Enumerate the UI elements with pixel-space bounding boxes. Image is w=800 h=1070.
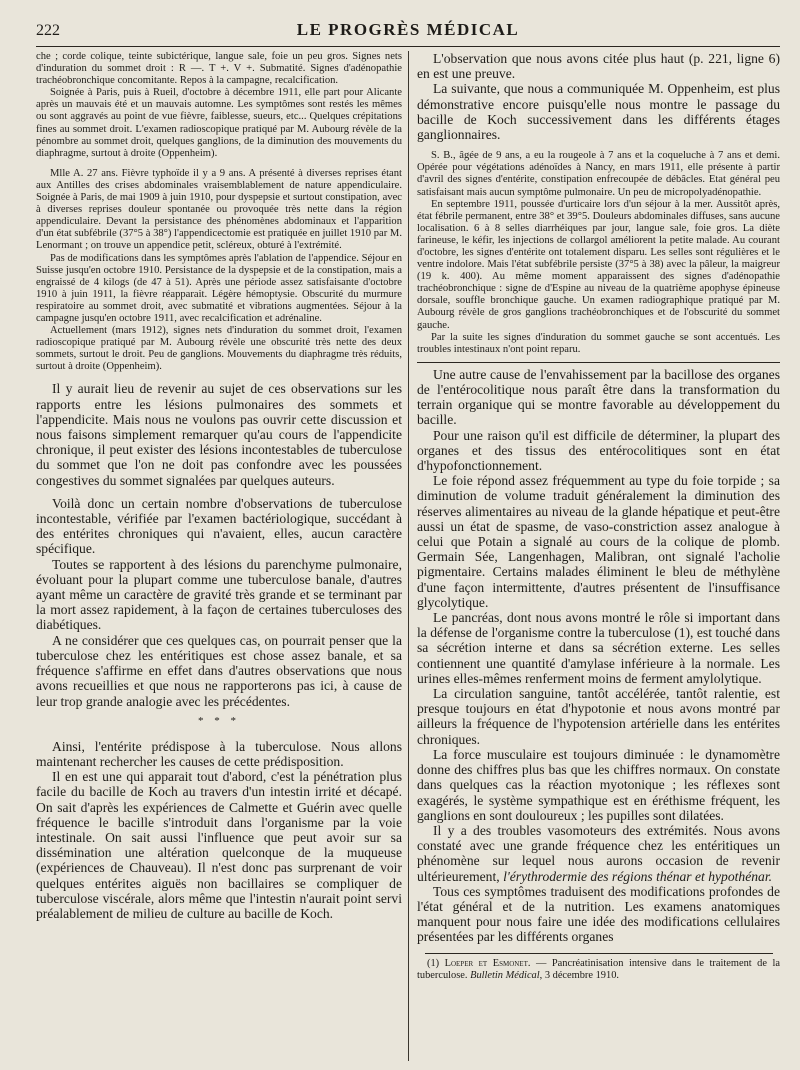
case-paragraph: S. B., âgée de 9 ans, a eu la rougeole à 7 ans et la coqueluche à 7 ans et demi. Opérée pour végétations adénoïdes à Nancy, en mars 1911, elle présente à partir d'avril des signes d'entérite, constipation enfrecoupée de débâcles. Etat général peu satisfaisant mais aucun symptôme pulmonaire. Un peu de micropolyadénopathie. bbox=[417, 150, 780, 198]
footnote-date: , 3 décembre 1910. bbox=[539, 969, 619, 981]
body-paragraph: Le foie répond assez fréquemment au type du foie torpide ; sa diminution de volume traduit généralement la diminution des réserves alimentaires au niveau de la glande hépatique et peut-être aussi un état de spasme, de vaso-constriction assez analogue à celui que Potain a signalé au cours de la colique de plomb. Germain Sée, Langenhagen, Malibran, ont signalé l'acholie pigmentaire. Certains malades éliminent le bleu de méthylène d'une façon intermittente, d'autres présentent de l'insuffisance glycolytique. bbox=[417, 473, 780, 610]
body-paragraph bbox=[417, 823, 780, 884]
body-paragraph: La circulation sanguine, tantôt accélérée, tantôt ralentie, est presque toujours en état d'hypotonie et nous avons montré par ailleurs la fréquence de l'hypotension artérielle dans les entérites chroniques. bbox=[417, 686, 780, 747]
body-paragraph: La suivante, que nous a communiquée M. Oppenheim, est plus démonstrative encore puisqu'elle nous montre le passage du bacille de Koch successivement dans les différents étages ganglionnaires. bbox=[417, 81, 780, 143]
case-paragraph: Mlle A. 27 ans. Fièvre typhoïde il y a 9 ans. A présenté à diverses reprises étant aux Antilles des crises abdominales vraisemblablement de nature appendiculaire. Soignée à Paris, de mai 1909 à juin 1910, pour dyspepsie et surtout constipation, avec à diverses reprises douleur spontanée ou provoquée très nette dans la région appendiculaire. Devant la persistance des phénomènes abdominaux et l'apparition d'un état subfébrile (37°5 à 38°) l'appendicectomie est pratiquée en juillet 1910 par M. Lenormant ; on trouve un appendice petit, scléreux, obturé à l'extrémité. bbox=[36, 167, 402, 252]
body-paragraph: Ainsi, l'entérite prédispose à la tuberculose. Nous allons maintenant rechercher les causes de cette prédisposition. bbox=[36, 738, 402, 769]
journal-title: LE PROGRÈS MÉDICAL bbox=[296, 20, 520, 39]
footnote-authors: (1) Loeper et Esmonet. bbox=[427, 957, 531, 969]
body-paragraph: Une autre cause de l'envahissement par la bacillose des organes de l'entérocolitique nous paraît être dans la transformation du terrain organique qui se montre favorable au développement du bacille. bbox=[417, 366, 780, 428]
case-paragraph: Par la suite les signes d'induration du sommet gauche se sont accentués. Les troubles intestinaux n'ont point reparu. bbox=[417, 331, 780, 355]
footnote bbox=[417, 958, 780, 982]
case-paragraph: Soignée à Paris, puis à Rueil, d'octobre à décembre 1911, elle part pour Alicante après un mauvais été et un mauvais automne. Les symptômes sont restés les mêmes ou sont aggravés au point de vue fièvre, faiblesse, sueurs, etc... Quelques crépitations fines au sommet droit. L'examen radioscopique pratiqué par M. Aubourg révèle de la pénombre au sommet droit, quelques ganglions, de la diminution des mouvements du diaphragme, surtout à droite (Oppenheim). bbox=[36, 87, 402, 159]
body-paragraph: Toutes se rapportent à des lésions du parenchyme pulmonaire, évoluant pour la plupart comme une tuberculose banale, d'autres ayant même un caractère de gravité très grande et se terminant par la mort assez rapidement, à la façon de certaines tuberculoses des diabétiques. bbox=[36, 556, 402, 633]
body-paragraph: Le pancréas, dont nous avons montré le rôle si important dans la défense de l'organisme contre la tuberculose (1), est touché dans sa sécrétion interne et dans sa sécrétion externe. Les selles contiennent une quantité d'amylase inférieure à la normale. Les urines elles-mêmes renferment moins de ferment amylolytique. bbox=[417, 610, 780, 686]
footnote-title: — Pancréatinisation intensive dans le traitement de la tuberculose. bbox=[417, 957, 780, 981]
body-paragraph: L'observation que nous avons citée plus haut (p. 221, ligne 6) en est une preuve. bbox=[417, 51, 780, 82]
body-paragraph: A ne considérer que ces quelques cas, on pourrait penser que la tuberculose chez les entéritiques est chose assez banale, et sa fréquence s'affirme en effet dans d'autres observations que nous avons recueillies et que nous ne rapporterons pas ici, à cause de leur trop grande analogie avec les précédentes. bbox=[36, 632, 402, 709]
page-header bbox=[36, 20, 780, 47]
case-paragraph: Pas de modifications dans les symptômes après l'ablation de l'appendice. Séjour en Suisse jusqu'en octobre 1910. Persistance de la dyspepsie et de la constipation, mais a engraissé de 4 kilogs (de 47 à 51). Après une période assez satisfaisante d'octobre 1910 à juin 1911, la fièvre réapparait. Légère hémoptysie. Obscurité du murmure respiratoire au sommet droit, avec submatité et vibrations augmentées. Séjour à la campagne jusqu'en octobre 1911, avec recalcification et adrénaline. bbox=[36, 252, 402, 324]
body-paragraph: Tous ces symptômes traduisent des modifications profondes de l'état général et de la nutrition. Les examens anatomiques manquent pour nous faire une idée des modifications cellulaires présentées par les différents organes bbox=[417, 883, 780, 945]
footnote-separator bbox=[425, 953, 773, 954]
section-separator: * * * bbox=[198, 714, 240, 727]
body-paragraph: La force musculaire est toujours diminuée : le dynamomètre donne des chiffres plus bas que les chiffres normaux. On constate dans quelques cas la réaction myotonique ; les réflexes sont exagérés, le système sympathique est en éréthisme fréquent, les ganglions en sont douloureux ; les pupilles sont dilatées. bbox=[417, 746, 780, 823]
vasomotor-text: Il y a des troubles vasomoteurs des extrémités. Nous avons constaté avec une grande fréquence chez les entéritiques un phénomène sur lequel nous aurons occasion de revenir ultérieurement, bbox=[417, 822, 780, 884]
footnote-source: Bulletin Médical bbox=[470, 969, 540, 981]
right-column bbox=[417, 51, 780, 982]
case-paragraph: che ; corde colique, teinte subictérique, langue sale, foie un peu gros. Signes nets d'induration du sommet droit : R —. T +. V +. Submatité. Signes d'adénopathie trachéobronchique concomitante. Repos à la campagne, recalcification. bbox=[36, 51, 402, 87]
body-paragraph: Voilà donc un certain nombre d'observations de tuberculose incontestable, vérifiée par l'examen bactériologique, succédant à des entérites chroniques qui n'avaient, elles, aucun caractère spécifique. bbox=[36, 495, 402, 557]
case-paragraph: En septembre 1911, poussée d'urticaire lors d'un séjour à la mer. Aussitôt après, état fébrile permanent, entre 38° et 39°5. Douleurs abdominales diffuses, sans aucune localisation. 6 à 8 selles diarrhéiques par jour, langue sale, foie gros. La diète farineuse, le kéfir, les injections de collargol améliorent la petite malade. Au courant d'octobre, les signes d'entérite ont totalement disparu. Les selles sont régulières et le ventre indolore. Mais l'état subfébrile persiste (37°5 à 38) avec la pâleur, la maigreur (19 k. 400). Au même moment apparaissent des signes d'adénopathie trachéobronchique : signe de d'Espine au niveau de la quatrième apophyse épineuse dorsale, souffle bronchique gauche. Un examen radiographique pratiqué par M. Aubourg révèle de gros ganglions trachéobronchiques et de l'obscurité du sommet gauche. bbox=[417, 198, 780, 331]
erythrodermia-term: l'érythrodermie des régions thénar et hypothénar. bbox=[503, 868, 773, 884]
case-paragraph: Actuellement (mars 1912), signes nets d'induration du sommet droit, l'examen radioscopique pratiqué par M. Aubourg révèle une obscurité très nette des deux sommets, surtout le droit. Peu de ganglions. Mouvements du diaphragme très réduits, surtout à droite (Oppenheim). bbox=[36, 325, 402, 373]
body-paragraph: Pour une raison qu'il est difficile de déterminer, la plupart des organes et des tissus des entérocolitiques sont en état d'hypofonctionnement. bbox=[417, 427, 780, 474]
page-number: 222 bbox=[36, 22, 60, 39]
column-divider bbox=[408, 51, 409, 1061]
left-column bbox=[36, 51, 402, 921]
text-columns bbox=[36, 51, 780, 1061]
body-paragraph: Il y aurait lieu de revenir au sujet de ces observations sur les rapports entre les lésions pulmonaires des sommets et l'appendicite. Mais nous ne voulons pas ouvrir cette discussion et nous faisons simplement remarquer qu'au cours de l'appendicite chronique, il peut exister des lésions incontestables de tuberculose du sommet que l'on ne doit pas confondre avec les poussées congestives du sommet signalées par quelques auteurs. bbox=[36, 381, 402, 488]
separator-line bbox=[417, 362, 780, 363]
body-paragraph: Il en est une qui apparait tout d'abord, c'est la pénétration plus facile du bacille de Koch au travers d'un intestin irrité et décapé. On sait d'après les expériences de Calmette et Guérin avec quelle fréquence le bacille s'introduit dans l'organisme par la voie intestinale. On sait aussi l'influence que peut avoir sur sa dissémination une altération quelconque de la muqueuse (expériences de Chauveau). Il n'est donc pas surprenant de voir quelques entérites aiguës non bacillaires se compliquer de tuberculose viscérale, alors même que l'intestin n'aurait point servi préalablement de milieu de culture au bacille de Koch. bbox=[36, 769, 402, 921]
